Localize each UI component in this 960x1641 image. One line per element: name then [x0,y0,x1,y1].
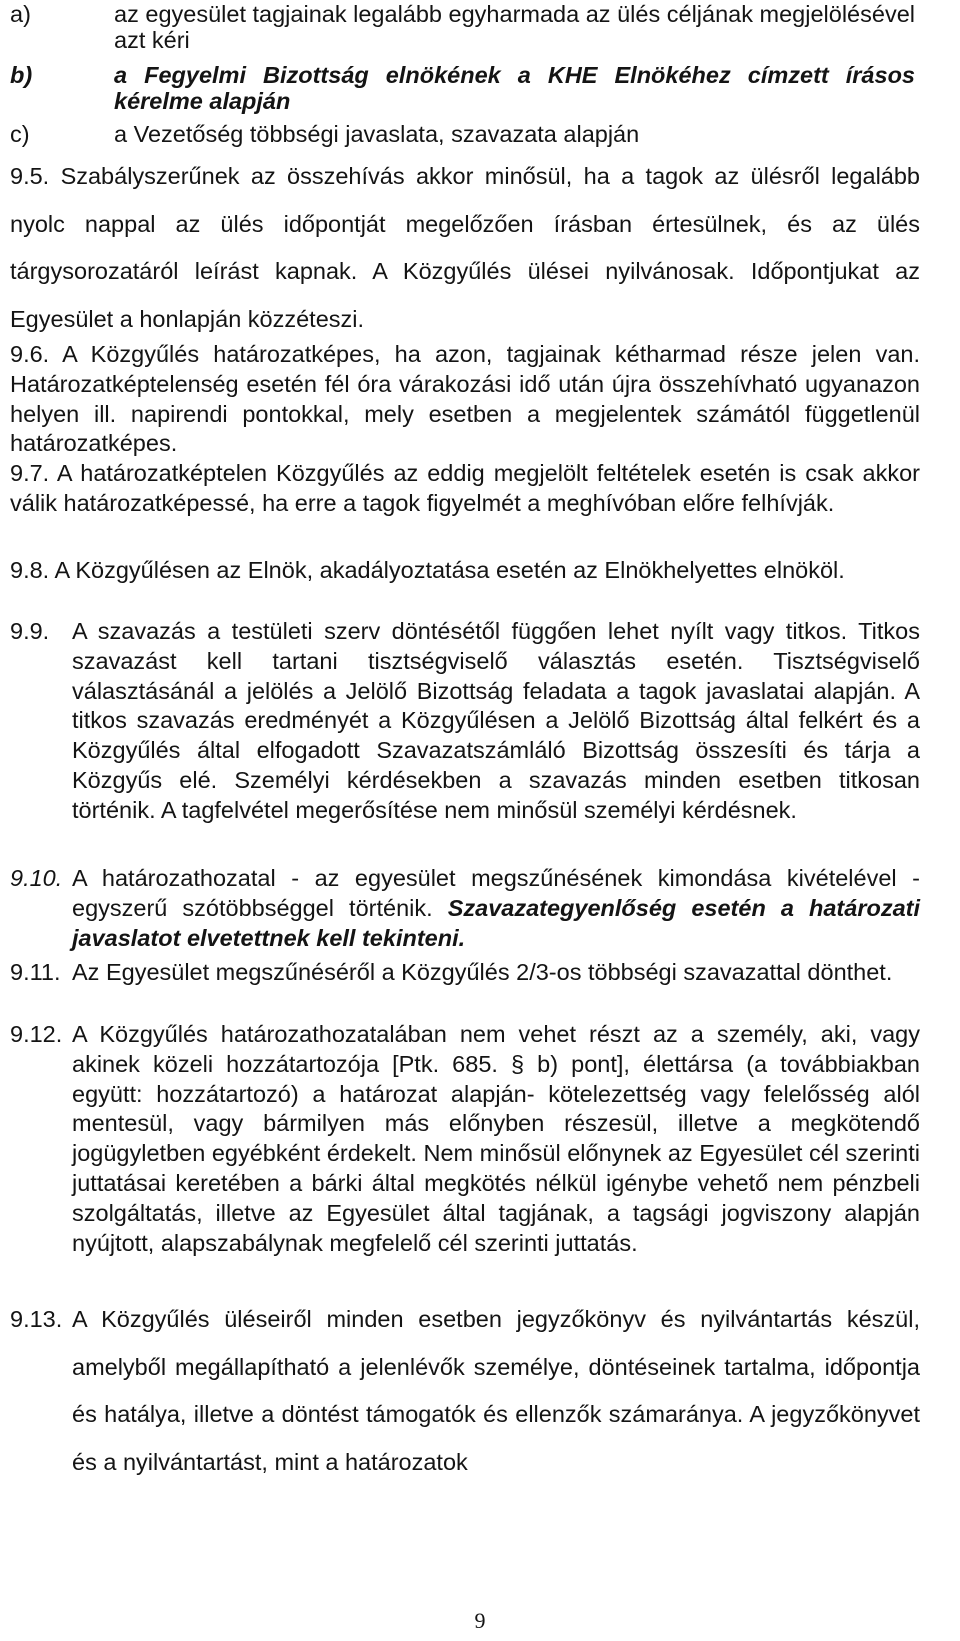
paragraph-number: 9.12. [10,1021,63,1047]
list-item-b [10,62,915,114]
paragraph-9-9 [10,617,920,826]
paragraph-bold-text: Szavazategyenlőség esetén a határozati javaslatot elvetettnek kell tekinteni. [72,894,920,951]
paragraph-number: 9.11. [10,959,61,985]
paragraph-9-8 [10,556,920,586]
paragraph-number: 9.5. [10,163,50,189]
list-label: a) [10,1,31,27]
paragraph-number: 9.9. [10,618,50,644]
paragraph-text: A határozatképtelen Közgyűlés az eddig megjelölt feltételek esetén is csak akkor válik határozatképessé, ha erre a tagok figyelmét a meghívóban előre felhívják. [10,460,921,516]
list-item-a [10,1,915,53]
list-text: a Vezetőség többségi javaslata, szavazata alapján [114,121,640,147]
paragraph-9-5 [10,153,920,343]
paragraph-text: A Közgyűlés üléseiről minden esetben jegyzőkönyv és nyilvántartás készül, amelyből megállapítható a jelenlévők személye, döntéseinek tartalma, időpontja és hatálya, illetve a döntést támogatók és ellenzők számaránya. A jegyzőkönyvet és a nyilvántartást, mint a határozatok [72,1306,920,1475]
list-text: a Fegyelmi Bizottság elnökének a KHE Elnökéhez címzett írásos kérelme alapján [114,62,915,114]
paragraph-number: 9.6. [10,341,50,367]
paragraph-text: A Közgyűlés határozatképes, ha azon, tagjainak kétharmad része jelen van. Határozatképtelenség esetén fél óra várakozási idő után újra összehívható ugyanazon helyen ill. napirendi pontokkal, mely esetben a megjelentek számától függetlenül határozatképes. [10,341,920,457]
paragraph-text: A határozathozatal - az egyesület megszűnésének kimondása kivételével - egyszerű szótöbbséggel történik. [72,865,920,921]
paragraph-number: 9.7. [10,460,50,486]
paragraph-number: 9.10. [10,865,63,891]
paragraph-9-11 [10,958,920,988]
list-label: c) [10,121,30,147]
paragraph-9-7 [10,459,920,519]
page-number: 9 [474,1608,486,1633]
paragraph-9-13 [10,1296,920,1486]
list-label: b) [10,62,33,88]
list-text: az egyesület tagjainak legalább egyharmada az ülés céljának megjelölésével azt kéri [114,1,915,53]
paragraph-number: 9.13. [10,1306,63,1332]
paragraph-text: A szavazás a testületi szerv döntésétől függően lehet nyílt vagy titkos. Titkos szavazást kell tartani tisztségviselő választás esetén. Tisztségviselő választásánál a jelölés a Jelölő Bizottság feladata a tagok javaslatai alapján. A titkos szavazás eredményét a Közgyűlésen a Jelölő Bizottság által felkért és a Közgyűlés által elfogadott Szavazatszámláló Bizottság összesíti és tárja a Közgyűs elé. Személyi kérdésekben a szavazás minden esetben titkosan történik. A tagfelvétel megerősítése nem minősül személyi kérdésnek. [72,618,920,823]
paragraph-9-6 [10,340,920,459]
paragraph-number: 9.8. [10,557,50,583]
paragraph-text: A Közgyűlés határozathozatalában nem vehet részt az a személy, aki, vagy akinek közeli hozzátartozója [Ptk. 685. § b) pont], élettársa (a továbbiakban együtt: hozzátartozó) a határozat alapján- kötelezettség vagy felelősség alól mentesül, vagy bármilyen más előnyben részesül, illetve a megkötendő jogügyletben egyébként érdekelt. Nem minősül előnynek az Egyesület cél szerinti juttatásai keretében a bárki által megkötés nélkül igénybe vehető nem pénzbeli szolgáltatás, illetve az Egyesület által tagjának, a tagsági jogviszony alapján nyújtott, alapszabálynak megfelelő cél szerinti juttatás. [72,1021,920,1256]
paragraph-text: Szabályszerűnek az összehívás akkor minősül, ha a tagok az ülésről legalább nyolc nappal az ülés időpontját megelőzően írásban értesülnek, és az ülés tárgysorozatáról leírást kapnak. A Közgyűlés ülései nyilvánosak. Időpontjukat az Egyesület a honlapján közzéteszi. [10,163,920,332]
paragraph-9-12 [10,1020,920,1258]
paragraph-text: Az Egyesület megszűnéséről a Közgyűlés 2/3-os többségi szavazattal dönthet. [72,959,893,985]
list-item-c [10,121,915,147]
paragraph-9-10 [10,864,920,953]
paragraph-text: A Közgyűlésen az Elnök, akadályoztatása esetén az Elnökhelyettes elnököl. [54,557,845,583]
